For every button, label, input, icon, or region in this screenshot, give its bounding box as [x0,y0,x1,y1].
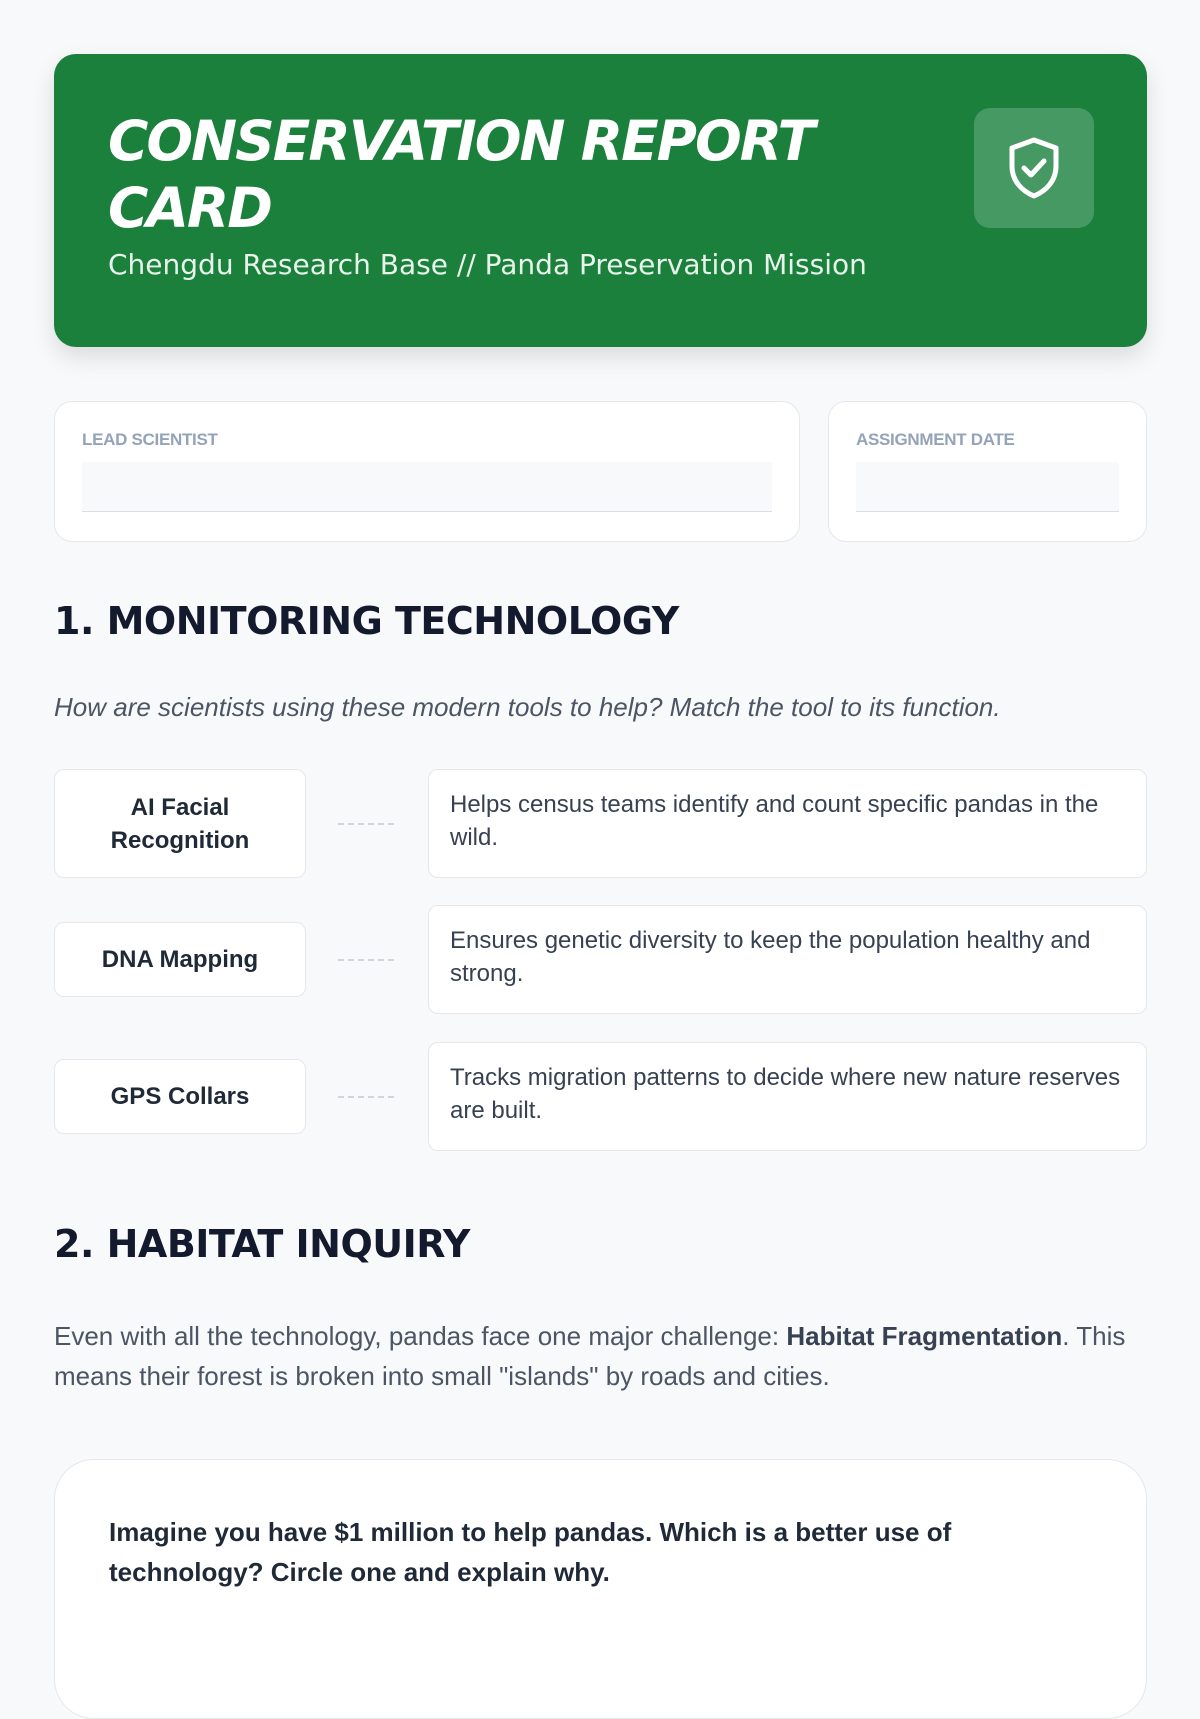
question-text: Imagine you have $1 million to help pandas. Which is a better use of technology? Circle one and explain why. [109,1517,952,1587]
info-fields [54,401,1147,542]
section-instructions: How are scientists using these modern tools to help? Match the tool to its function. [54,692,1001,722]
assignment-date-label: ASSIGNMENT DATE [856,430,1015,449]
match-connector [338,959,394,961]
function-migration-tracking[interactable]: Tracks migration patterns to decide where new nature reserves are built. [428,1042,1147,1151]
header-banner [54,54,1147,347]
assignment-date-card [828,401,1147,542]
shield-badge [974,108,1094,228]
page-subtitle: Chengdu Research Base // Panda Preservation Mission [108,248,867,281]
tool-ai-facial-recognition[interactable]: AI Facial Recognition [54,769,306,878]
match-connector [338,1096,394,1098]
function-genetic-diversity[interactable]: Ensures genetic diversity to keep the population healthy and strong. [428,905,1147,1014]
lead-scientist-label: LEAD SCIENTIST [82,430,218,449]
paragraph-text-start: Even with all the technology, pandas face one major challenge: [54,1321,787,1351]
paragraph-emphasis: Habitat Fragmentation [786,1321,1063,1351]
section-heading-habitat: 2. HABITAT INQUIRY [54,1222,470,1266]
assignment-date-input[interactable] [856,462,1119,512]
shield-check-icon [1006,136,1062,200]
match-connector [338,823,394,825]
function-census-identification[interactable]: Helps census teams identify and count specific pandas in the wild. [428,769,1147,878]
question-card [54,1459,1147,1719]
section-heading-monitoring: 1. MONITORING TECHNOLOGY [54,599,679,643]
tool-dna-mapping[interactable]: DNA Mapping [54,922,306,997]
habitat-paragraph [54,1316,1147,1396]
page-title: CONSERVATION REPORT CARD [108,109,814,240]
lead-scientist-card [54,401,800,542]
tool-gps-collars[interactable]: GPS Collars [54,1059,306,1134]
worksheet-page [54,54,1147,1587]
lead-scientist-input[interactable] [82,462,772,512]
paragraph-text-end: . This means their forest is broken into small "islands" by roads and cities. [54,1321,1126,1391]
